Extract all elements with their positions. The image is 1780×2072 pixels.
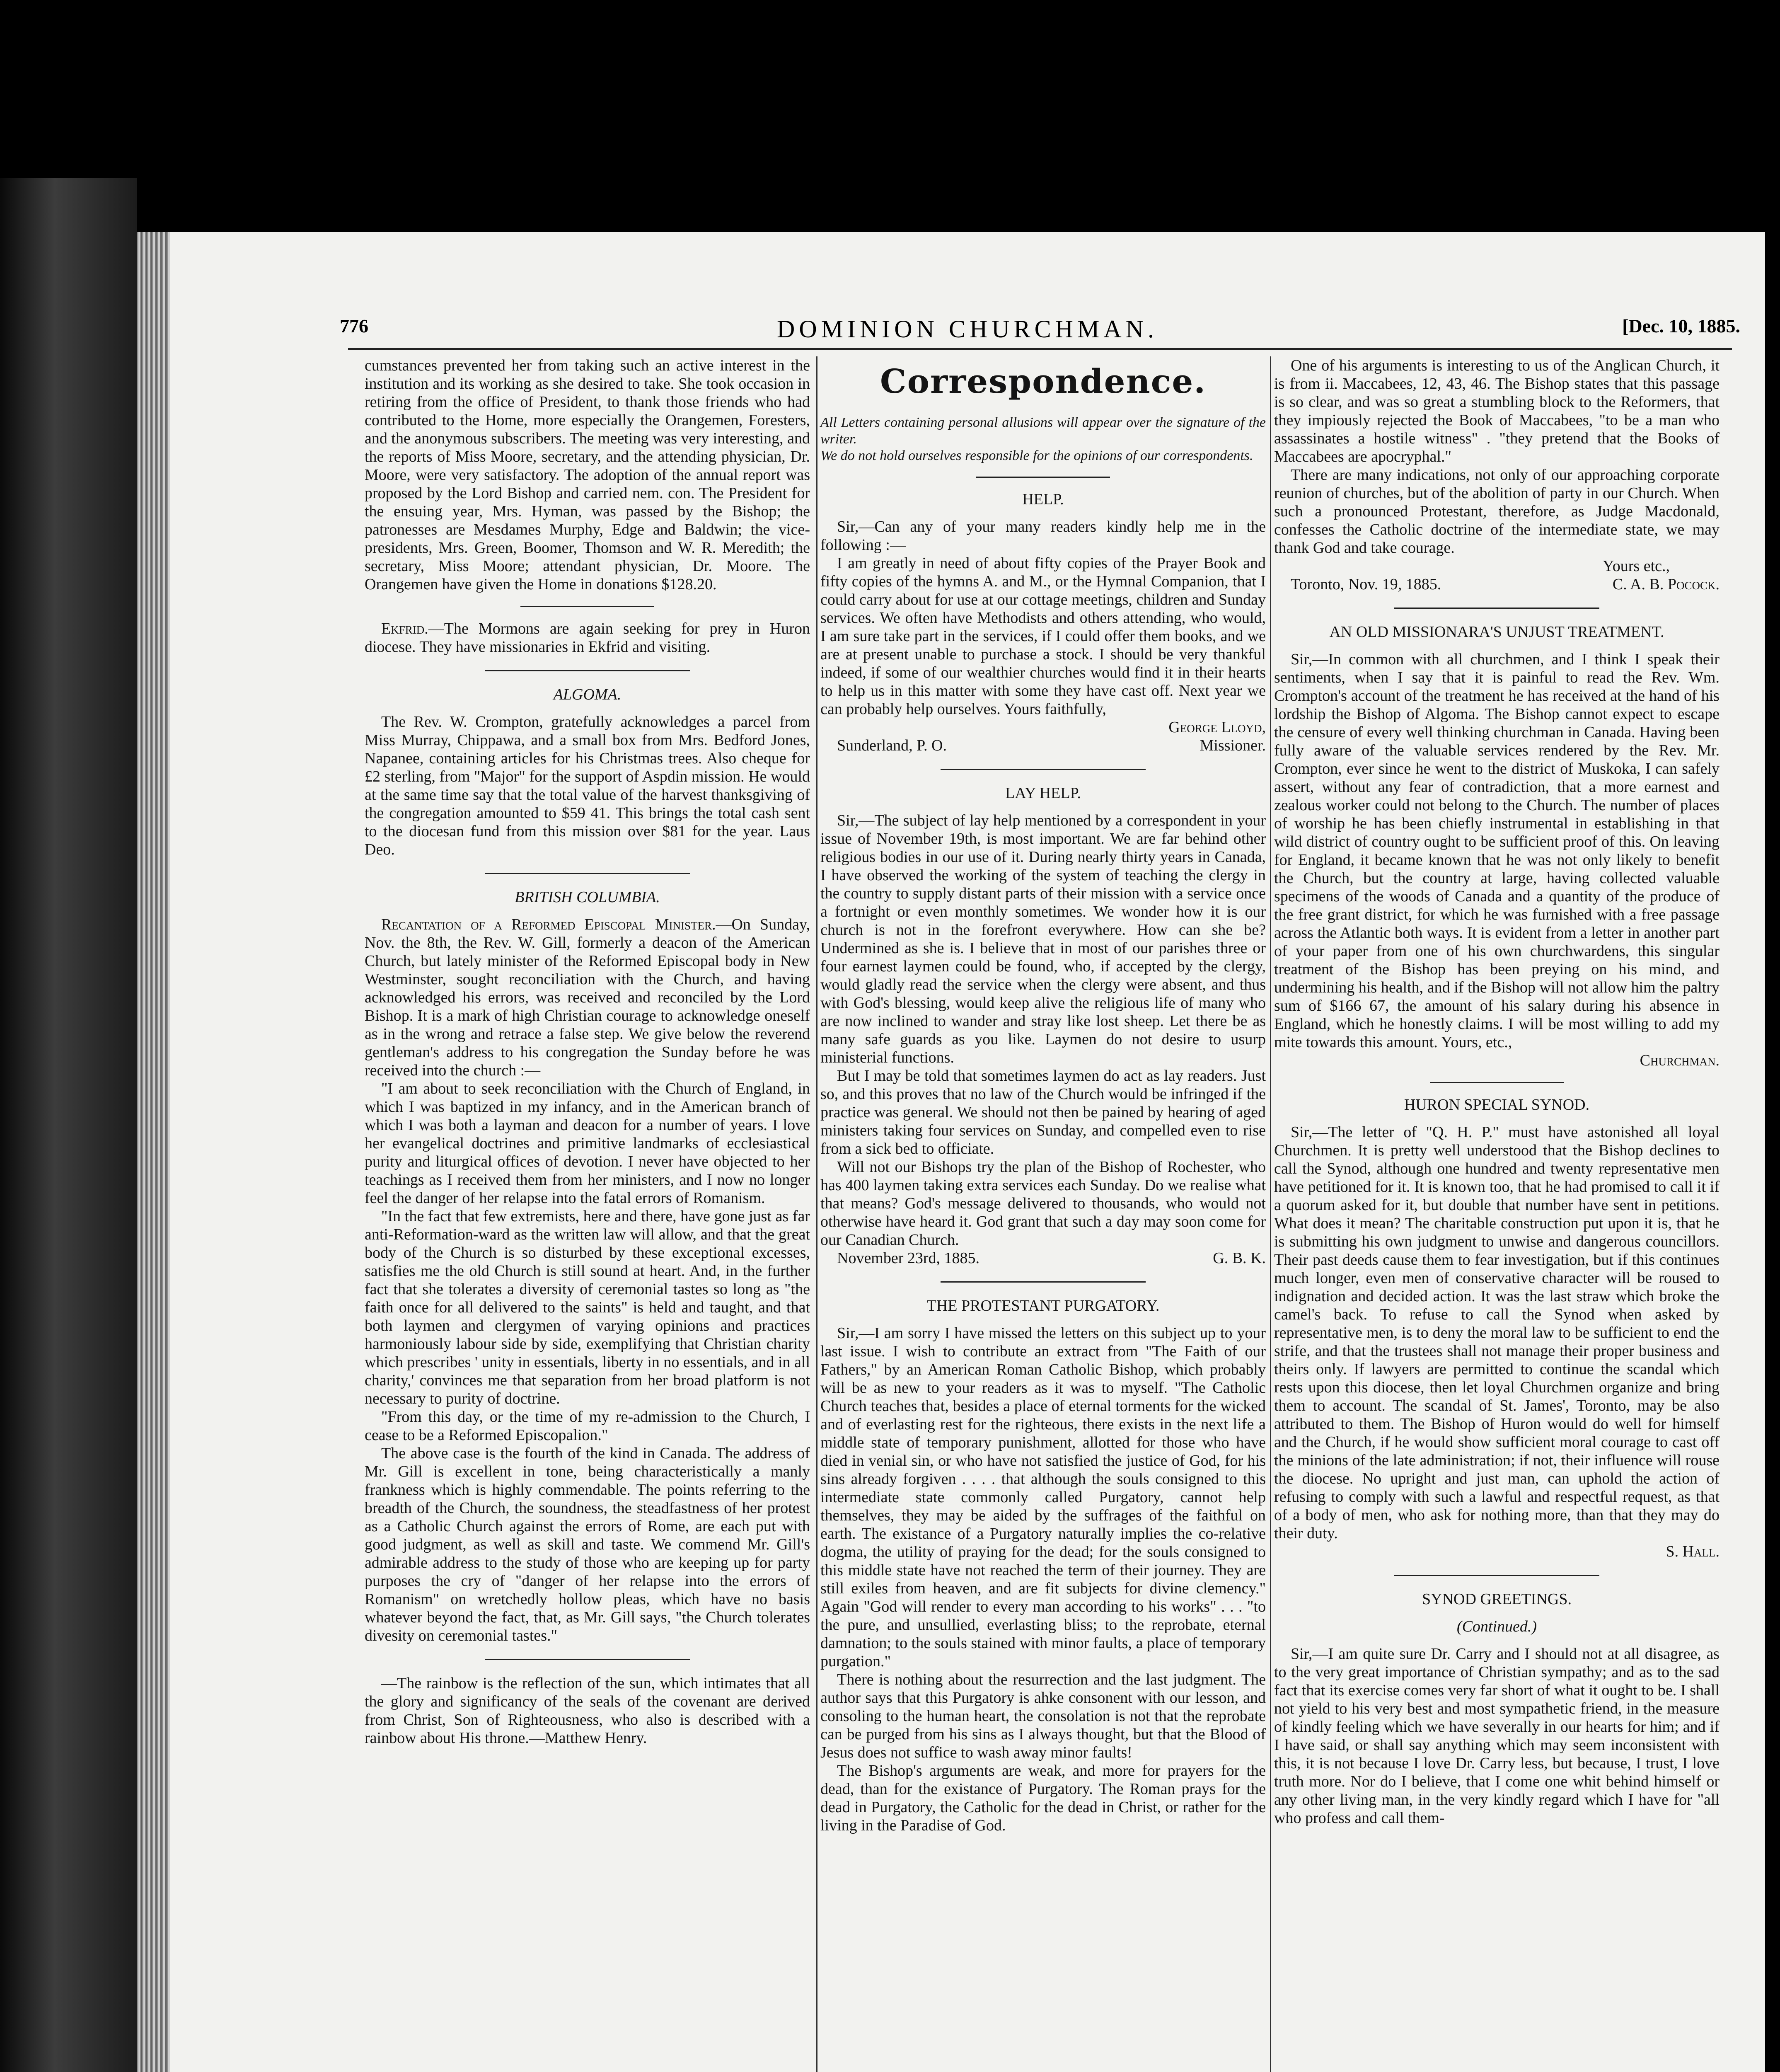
section-rule: [1394, 608, 1599, 609]
section-rule: [1430, 1082, 1564, 1083]
article-paragraph: [365, 620, 810, 656]
letter-paragraph: One of his arguments is interesting to us of the Anglican Church, it is from ii. Maccabees, 12, 43, 46. The Bishop states that this passage is so clear, and was so great a stumbling block to the Reformers, that they impiously rejected the Book of Maccabees, "to be a man who assassinates a hostile witness" . "they pretend that the Books of Maccabees are apocryphal.": [1274, 357, 1720, 465]
article-paragraph: "I am about to seek reconciliation with the Church of England, in which I was baptized in my infancy, and in the American branch of which I was both a layman and deacon for a number of years. I love her evangelical doctrines and primitive landmarks of ecclesiastical purity and liturgical offices of devotion. I never have objected to her teachings as I received them from her ministers, and I now no longer feel the danger of her relapse into the fatal errors of Romanism.: [365, 1080, 810, 1207]
article-paragraph: The above case is the fourth of the kind in Canada. The address of Mr. Gill is excellent in tone, being characteristically a manly frankness which is highly commendable. The points referring to the breadth of the Church, the soundness, the steadfastness of her protest as a Catholic Church against the errors of Rome, are each put with good judgment, as well as skill and taste. We commend Mr. Gill's admirable address to the study of those who are keeping up for party purposes the cry of "danger of her relapse into the errors of Romanism" on wretchedly hollow pleas, which have no basis whatever beyond the fact, that, as Mr. Gill says, "the Church tolerates divesity on ceremonial tastes.": [365, 1445, 810, 1644]
column-left: [365, 356, 810, 1747]
dateline: Ekfrid.: [381, 620, 428, 637]
letter-paragraph: Sir,—The subject of lay help mentioned by a correspondent in your issue of November 19th, is most important. We are far behind other religious bodies in our use of it. During nearly thirty years in Canada, I have observed the working of the system of teaching the clergy in the country to supply distant parts of their mission with a service once a fortnight or even monthly sometimes. We wonder how it is our church is not in the forefront everywhere. How can she be? Undermined as she is. I believe that in most of our parishes three or four earnest laymen could be found, who, if accepted by the clergy, would gladly read the service when the clergy were absent, and thus with God's blessing, would keep alive the religious life of many who are now inclined to wander and stray like lost sheep. Let there be as many safe guards as you like. Laymen do not desire to usurp ministerial functions.: [820, 812, 1266, 1066]
letter-paragraph: Sir,—The letter of "Q. H. P." must have astonished all loyal Churchmen. It is pretty well understood that the Bishop declines to call the Synod, although one hundred and twenty representative men have petitioned for it. It is known too, that he had promised to call it if a quorum asked for it, but double that number have sent in petitions. What does it mean? The charitable construction put upon it is, that he is submitting his own judgment to unwise and dangerous councillors. Their past deeds cause them to fear investigation, but if this continues much longer, even men of conservative character will be roused to indignation and decided action. It was the last straw which broke the camel's back. To refuse to call the Synod when asked by representative men, is to deny the moral law to be sufficient to end the strife, and that the trustees shall not manage their proper business and theirs only. If lawyers are permitted to continue the scandal which rests upon this diocese, then let loyal Churchmen organize and bring them to account. The scandal of St. James', Toronto, may be also attributed to them. The Bishop of Huron would do well for himself and the Church, if he would show sufficient moral courage to cast off the minions of the late administration; if not, their influence will rouse the diocese. No upright and just man, can uphold the action of refusing to comply with such a lawful and respectful request, as that of a body of men, who ask for nothing more, than that they may do their duty.: [1274, 1123, 1720, 1542]
book-spine-shadow: [0, 178, 137, 2072]
section-rule: [520, 606, 654, 607]
letter-paragraph: There is nothing about the resurrection and the last judgment. The author says that this Purgatory is ahke consonent with our lesson, and consoling to the human heart, the consolation is not that the reprobate can be purged from his sins as I always thought, but that the Blood of Jesus does not suffice to wash away minor faults!: [820, 1671, 1266, 1761]
paragraph-text: —On Sunday, Nov. the 8th, the Rev. W. Gill, formerly a deacon of the American Church, but lately minister of the Reformed Episcopal body in New Westminster, sought reconciliation with the Church, and having acknowledged his errors, was received and reconciled by the Lord Bishop. It is a mark of high Christian courage to acknowledge oneself as in the wrong and retrace a false step. We give below the reverend gentleman's address to his congregation the Sunday before he was received into the church :—: [365, 916, 810, 1079]
section-heading: HELP.: [1022, 491, 1064, 508]
section-rule: [976, 477, 1110, 478]
section-rule: [485, 873, 690, 874]
letter-signature: George Lloyd,: [1168, 719, 1266, 736]
letter-date: November 23rd, 1885.: [837, 1249, 980, 1267]
letter-paragraph: Sir,—Can any of your many readers kindly help me in the following :—: [820, 518, 1266, 554]
section-heading: HURON SPECIAL SYNOD.: [1404, 1096, 1590, 1113]
article-paragraph: "From this day, or the time of my re-admission to the Church, I cease to be a Reformed Episcopalion.": [365, 1408, 810, 1444]
section-heading: AN OLD MISSIONARA'S UNJUST TREATMENT.: [1329, 623, 1664, 641]
article-lead: Recantation of a Reformed Episcopal Minister.: [381, 916, 716, 933]
section-rule: [485, 670, 690, 671]
section-heading: THE PROTESTANT PURGATORY.: [926, 1297, 1160, 1314]
letter-paragraph: But I may be told that sometimes laymen do act as lay readers. Just so, and this proves that no law of the Church would be infringed if the practice was general. We should not then be pained by hearing of aged ministers taking four services on Sunday, and compelled even to rise from a sick bed to officiate.: [820, 1067, 1266, 1157]
continued-note: (Continued.): [1456, 1618, 1537, 1635]
section-heading: LAY HELP.: [1005, 784, 1081, 802]
section-rule: [941, 1281, 1146, 1283]
article-paragraph: [365, 915, 810, 1080]
letter-place: Toronto, Nov. 19, 1885.: [1291, 576, 1441, 593]
letter-paragraph: I am greatly in need of about fifty copies of the Prayer Book and fifty copies of the hymns A. and M., or the Hymnal Companion, that I could carry about for use at our cottage meetings, children and Sunday services. We often have Methodists and others attending, who would, I am sure take part in the services, if I could offer them books, and we are at present unable to purchase a stock. I should be very thankful indeed, if some of our wealthier churches would find it in their hearts to help us in this matter with some they have cast off. Next year we can probably help ourselves. Yours faithfully,: [820, 554, 1266, 718]
page-stack-edge: [137, 232, 170, 2072]
editorial-note: All Letters containing personal allusions will appear over the signature of the writer.: [820, 415, 1266, 447]
article-paragraph: cumstances prevented her from taking such an active interest in the institution and its working as she desired to take. She took occasion in retiring from the office of President, to thank those friends who had contributed to the Home, more especially the Orangemen, Foresters, and the anonymous subscribers. The meeting was very interesting, and the reports of Miss Moore, secretary, and the attending physician, Dr. Moore, were very satisfactory. The adoption of the annual report was proposed by the Lord Bishop and carried nem. con. The President for the ensuing year, Mrs. Hyman, was passed by the Bishop; the patronesses are Mesdames Murphy, Edge and Baldwin; the vice-presidents, Mrs. Green, Boomer, Thomson and W. R. Meredith; the secretary, Miss Moore; attendant physician, Dr. Moore. The Orangemen have given the Home in donations $128.20.: [365, 357, 810, 593]
letter-paragraph: The Bishop's arguments are weak, and more for prayers for the dead, than for the existance of Purgatory. The Roman prays for the dead in Purgatory, the Catholic for the dead in Christ, or rather for the living in the Paradise of God.: [820, 1762, 1266, 1834]
page-number: 776: [340, 315, 368, 336]
section-rule: [1394, 1575, 1599, 1576]
section-rule: [485, 1659, 690, 1660]
section-rule: [941, 769, 1146, 770]
letter-title: Missioner.: [1200, 737, 1266, 754]
page-header: [170, 315, 1765, 348]
letter-signature: S. Hall.: [1666, 1543, 1720, 1560]
column-right: [1274, 356, 1720, 1827]
letter-signature: C. A. B. Pocock.: [1612, 576, 1720, 593]
editorial-note: We do not hold ourselves responsible for the opinions of our correspondents.: [820, 448, 1253, 463]
column-divider: [816, 356, 817, 2072]
article-paragraph: The Rev. W. Crompton, gratefully acknowledges a parcel from Miss Murray, Chippawa, and a small box from Mrs. Bedford Jones, Napanee, containing articles for his Christmas trees. Also cheque for £2 sterling, from "Major" for the support of Aspdin mission. He would at the same time say that the total value of the harvest thanksgiving of the congregation amounted to $59 41. This brings the total cash sent to the diocesan fund from this mission over $81 for the year. Laus Deo.: [365, 713, 810, 858]
issue-date: [Dec. 10, 1885.: [1622, 315, 1740, 336]
letter-signoff: [1274, 575, 1720, 593]
header-rule: [348, 348, 1732, 350]
newspaper-page: [170, 232, 1765, 2072]
column-middle: [820, 356, 1266, 1835]
letter-signature: Churchman.: [1640, 1052, 1720, 1069]
publication-title: DOMINION CHURCHMAN.: [776, 315, 1158, 343]
section-heading: BRITISH COLUMBIA.: [515, 888, 660, 906]
letter-paragraph: Sir,—In common with all churchmen, and I think I speak their sentiments, when I say that it is painful to read the Rev. Wm. Crompton's account of the treatment he has received at the hand of his lordship the Bishop of Algoma. The Bishop cannot expect to escape the censure of every well thinking churchman in Canada. Having been fully aware of the valuable services rendered by the Rev. Mr. Crompton, ever since he went to the district of Muskoka, I can safely assert, without any fear of contradiction, that a more earnest and zealous worker could not belong to the Church. The number of places of worship he has been chiefly instrumental in establishing in that wild district of country ought to be sufficient proof of this. On leaving for England, it became known that he was not only likely to benefit the Church, but the country at large, having collected valuable specimens of the woods of Canada and a quantity of the produce of the free grant district, for which he was furnished with a free passage across the Atlantic both ways. It is evident from a letter in another part of your paper from one of his own churchwardens, this singular treatment of the Bishop has been preying on his mind, and undermining his health, and if the Bishop will not allow him the paltry sum of $166 67, the amount of his salary during his absence in England, which he honestly claims. I will be most willing to add my mite towards this amount. Yours, etc.,: [1274, 651, 1720, 1051]
letter-place: Sunderland, P. O.: [837, 737, 947, 754]
letter-paragraph: Sir,—I am sorry I have missed the letters on this subject up to your last issue. I wish to contribute an extract from "The Faith of our Fathers," by an American Roman Catholic Bishop, which probably will be as new to your readers as it was to myself. "The Catholic Church teaches that, besides a place of eternal torments for the wicked and of everlasting rest for the righteous, there exists in the next life a middle state of temporary punishment, allotted for those who have died in venial sin, or who have not satisfied the justice of God, for his sins already forgiven . . . . that although the souls consigned to this intermediate state commonly called Purgatory, cannot help themselves, they may be aided by the suffrages of the faithful on earth. The existance of a Purgatory naturally implies the co-relative dogma, the utility of praying for the dead; for the souls consigned to this middle state have not reached the term of their journey. They are still exiles from heaven, and are fit subjects for divine clemency." Again "God will render to every man according to his works" . . . "to the pure, and unsullied, everlasting bliss; to the reprobate, eternal damnation; to the souls stained with minor faults, a place of temporary purgation.": [820, 1324, 1266, 1670]
letter-signoff: [820, 1249, 1266, 1267]
letter-paragraph: Sir,—I am quite sure Dr. Carry and I should not at all disagree, as to the very great importance of Christian sympathy; and as to the sad fact that its exercise comes very far short of what it ought to be. I shall not yield to his very best and most sympathetic friend, in the measure of kindly feeling which we have severally in our hearts for him; and if I have said, or shall say anything which may seem inconsistent with this, it is not because I love Dr. Carry less, but because, I trust, I love truth more. Nor do I believe, that I come one whit behind himself or any other living man, in the very kindly regard which I have for "all who profess and call them-: [1274, 1645, 1720, 1827]
paragraph-text: —The Mormons are again seeking for prey in Huron diocese. They have missionaries in Ekfrid and visiting.: [365, 620, 810, 656]
letter-closing: Yours etc.,: [1603, 557, 1670, 575]
correspondence-heading: Correspondence.: [880, 362, 1207, 401]
letter-signoff: [820, 736, 1266, 755]
article-paragraph: "In the fact that few extremists, here and there, have gone just as far anti-Reformation-ward as the written law will allow, and that the great body of the Church is so disturbed by these exceptional excesses, satisfies me the old Church is still sound at heart. And, in the further fact that she tolerates a diversity of ceremonial tastes so long as "the faith once for all delivered to the saints" is held and taught, and that both laymen and clergymen of varying opinions and practices harmoniously labour side by side, exemplifying that Christian charity which prescribes ' unity in essentials, liberty in no essentials, and in all charity,' convinces me that separation from her broad platform is not necessary to purity of doctrine.: [365, 1208, 810, 1407]
letter-paragraph: There are many indications, not only of our approaching corporate reunion of churches, but of the abolition of party in our Church. When such a pronounced Protestant, therefore, as Judge Macdonald, confesses the Catholic doctrine of the intermediate state, we may thank God and take courage.: [1274, 466, 1720, 557]
quote-paragraph: —The rainbow is the reflection of the sun, which intimates that all the glory and significancy of the seals of the covenant are derived from Christ, Son of Righteousness, who also is described with a rainbow about His throne.—Matthew Henry.: [365, 1675, 810, 1747]
section-heading: SYNOD GREETINGS.: [1422, 1590, 1572, 1608]
section-heading: ALGOMA.: [553, 686, 622, 703]
column-divider: [1270, 356, 1271, 2072]
letter-paragraph: Will not our Bishops try the plan of the Bishop of Rochester, who has 400 laymen taking extra services each Sunday. Do we realise what that means? God's message delivered to thousands, who would not otherwise have heard it. God grant that such a day may soon come for our Canadian Church.: [820, 1158, 1266, 1249]
letter-signature: G. B. K.: [1213, 1249, 1266, 1267]
